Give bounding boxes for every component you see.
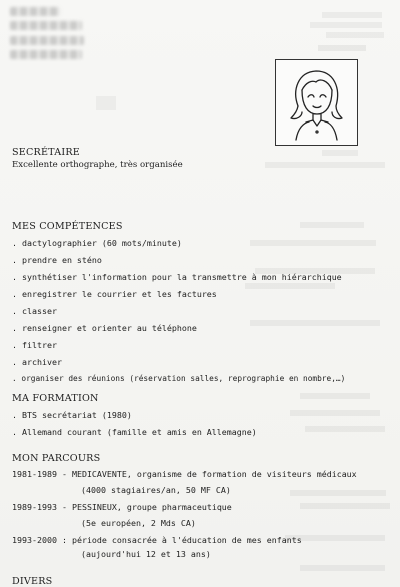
list-item — [12, 535, 302, 545]
section-heading-competences: MES COMPÉTENCES — [12, 221, 123, 232]
list-item — [12, 502, 232, 512]
list-item: . dactylographier (60 mots/minute) — [12, 238, 182, 248]
job-text: - PESSINEUX, groupe pharmaceutique — [56, 502, 232, 512]
list-item: . organiser des réunions (réservation salles, reprographie en nombre,…) — [12, 374, 346, 383]
avatar-drawing-icon — [276, 60, 357, 145]
list-item-detail: (aujourd'hui 12 et 13 ans) — [81, 549, 211, 559]
period: 1989-1993 — [12, 502, 57, 512]
list-item: . BTS secrétariat (1980) — [12, 410, 132, 420]
section-heading-formation: MA FORMATION — [12, 393, 99, 404]
list-item: . archiver — [12, 357, 62, 367]
list-item: . synthétiser l'information pour la transmettre à mon hiérarchique — [12, 272, 342, 282]
section-heading-parcours: MON PARCOURS — [12, 453, 101, 464]
list-item-detail: (5e européen, 2 Mds CA) — [81, 518, 196, 528]
section-heading-divers: DIVERS — [12, 576, 53, 587]
period: 1993-2000 — [12, 535, 57, 545]
redacted-city — [10, 36, 84, 45]
page-title: SECRÉTAIRE — [12, 147, 80, 158]
page-subtitle: Excellente orthographe, très organisée — [12, 160, 183, 170]
list-item: . enregistrer le courrier et les factures — [12, 289, 217, 299]
list-item: . filtrer — [12, 340, 57, 350]
job-text: - MEDICAVENTE, organisme de formation de visiteurs médicaux — [56, 469, 357, 479]
list-item: . prendre en sténo — [12, 255, 102, 265]
candidate-photo — [275, 59, 358, 146]
redacted-address — [10, 21, 82, 30]
list-item: . renseigner et orienter au téléphone — [12, 323, 197, 333]
redacted-phone — [10, 50, 82, 59]
list-item — [12, 469, 357, 479]
list-item-detail: (4000 stagiaires/an, 50 MF CA) — [81, 485, 231, 495]
list-item: . classer — [12, 306, 57, 316]
job-text: : période consacrée à l'éducation de mes enfants — [56, 535, 302, 545]
list-item: . Allemand courant (famille et amis en Allemagne) — [12, 427, 257, 437]
period: 1981-1989 — [12, 469, 57, 479]
redacted-name — [10, 7, 60, 16]
